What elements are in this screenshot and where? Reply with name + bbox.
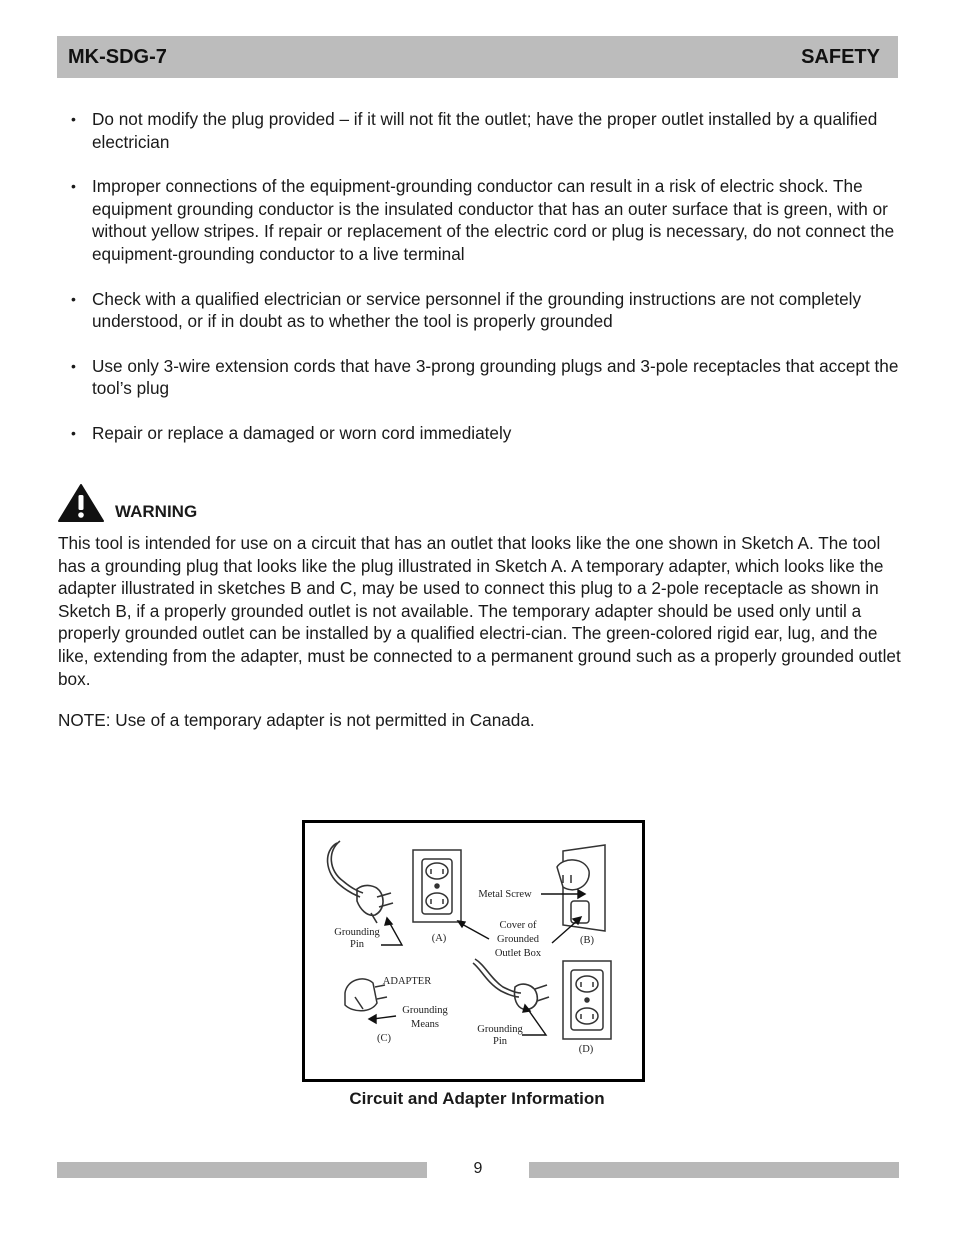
cover-label-1: Cover of bbox=[499, 920, 537, 931]
grounding-plug-d-drawing bbox=[473, 959, 549, 1009]
grounding-means-label-2: Means bbox=[411, 1019, 439, 1030]
sketch-a-label: (A) bbox=[431, 933, 447, 944]
model-name: MK-SDG-7 bbox=[68, 45, 167, 68]
footer-bar-left bbox=[57, 1162, 427, 1178]
page-number: 9 bbox=[473, 1160, 483, 1177]
grounding-plug-drawing bbox=[328, 841, 393, 923]
warning-label: WARNING bbox=[115, 502, 198, 521]
list-item: • Improper connections of the equipment-grounding conductor can result in a risk of electric shock. The equipment grounding conductor is the insulated conductor that has an outer surface that is green, with or without yellow stripes. If repair or replacement of the electric cord or plug is necessary, do not connect the equipment-grounding conductor to a live terminal bbox=[70, 175, 900, 265]
canada-note: NOTE: Use of a temporary adapter is not permitted in Canada. bbox=[58, 710, 535, 730]
grounding-pin-label-a2: Pin bbox=[349, 939, 365, 950]
warning-heading bbox=[57, 483, 197, 523]
adapter-label: ADAPTER bbox=[382, 976, 432, 987]
safety-bullet-list bbox=[70, 108, 900, 467]
list-item: • Repair or replace a damaged or worn cord immediately bbox=[70, 422, 900, 445]
metal-screw-label: Metal Screw bbox=[478, 889, 532, 900]
list-item: • Do not modify the plug provided – if it will not fit the outlet; have the proper outlet installed by a qualified electrician bbox=[70, 108, 900, 153]
grounding-means-label-1: Grounding bbox=[402, 1005, 448, 1016]
grounding-pin-label-a1: Grounding bbox=[334, 927, 380, 938]
circuit-adapter-figure bbox=[302, 820, 645, 1082]
outlet-d-drawing bbox=[563, 961, 611, 1039]
figure-caption: Circuit and Adapter Information bbox=[349, 1089, 605, 1108]
sketch-c-label: (C) bbox=[377, 1033, 391, 1044]
list-item: • Check with a qualified electrician or service personnel if the grounding instructions are not completely understood, or if in doubt as to whether the tool is properly grounded bbox=[70, 288, 900, 333]
warning-body: This tool is intended for use on a circuit that has an outlet that looks like the one shown in Sketch A. The tool has a grounding plug that looks like the plug illustrated in Sketch A. A temporary adapter, which looks like the adapter illustrated in sketches B and C, may be used to connect this plug to a 2-pole receptacle as shown in Sketch B, if a properly grounded outlet is not available. The temporary adapter should be used only until a properly grounded outlet can be installed by a qualified electri-cian. The green-colored rigid ear, lug, and the like, extending from the adapter, must be connected to a permanent ground such as a properly grounded outlet box. bbox=[58, 533, 901, 689]
cover-label-2: Grounded bbox=[497, 934, 539, 945]
cover-label-3: Outlet Box bbox=[494, 948, 542, 959]
list-item: • Use only 3-wire extension cords that have 3-prong grounding plugs and 3-pole receptacles that accept the tool’s plug bbox=[70, 355, 900, 400]
sketch-d-label: (D) bbox=[578, 1044, 594, 1055]
grounding-pin-label-d1: Grounding bbox=[477, 1024, 523, 1035]
warning-triangle-icon bbox=[57, 483, 105, 523]
grounding-pin-label-d2: Pin bbox=[492, 1036, 508, 1047]
outlet-a-drawing bbox=[413, 850, 461, 922]
adapter-c-drawing bbox=[345, 979, 387, 1011]
sketch-b-label: (B) bbox=[580, 935, 594, 946]
page-header bbox=[57, 36, 898, 78]
section-title: SAFETY bbox=[801, 45, 880, 68]
footer-bar-right bbox=[529, 1162, 899, 1178]
